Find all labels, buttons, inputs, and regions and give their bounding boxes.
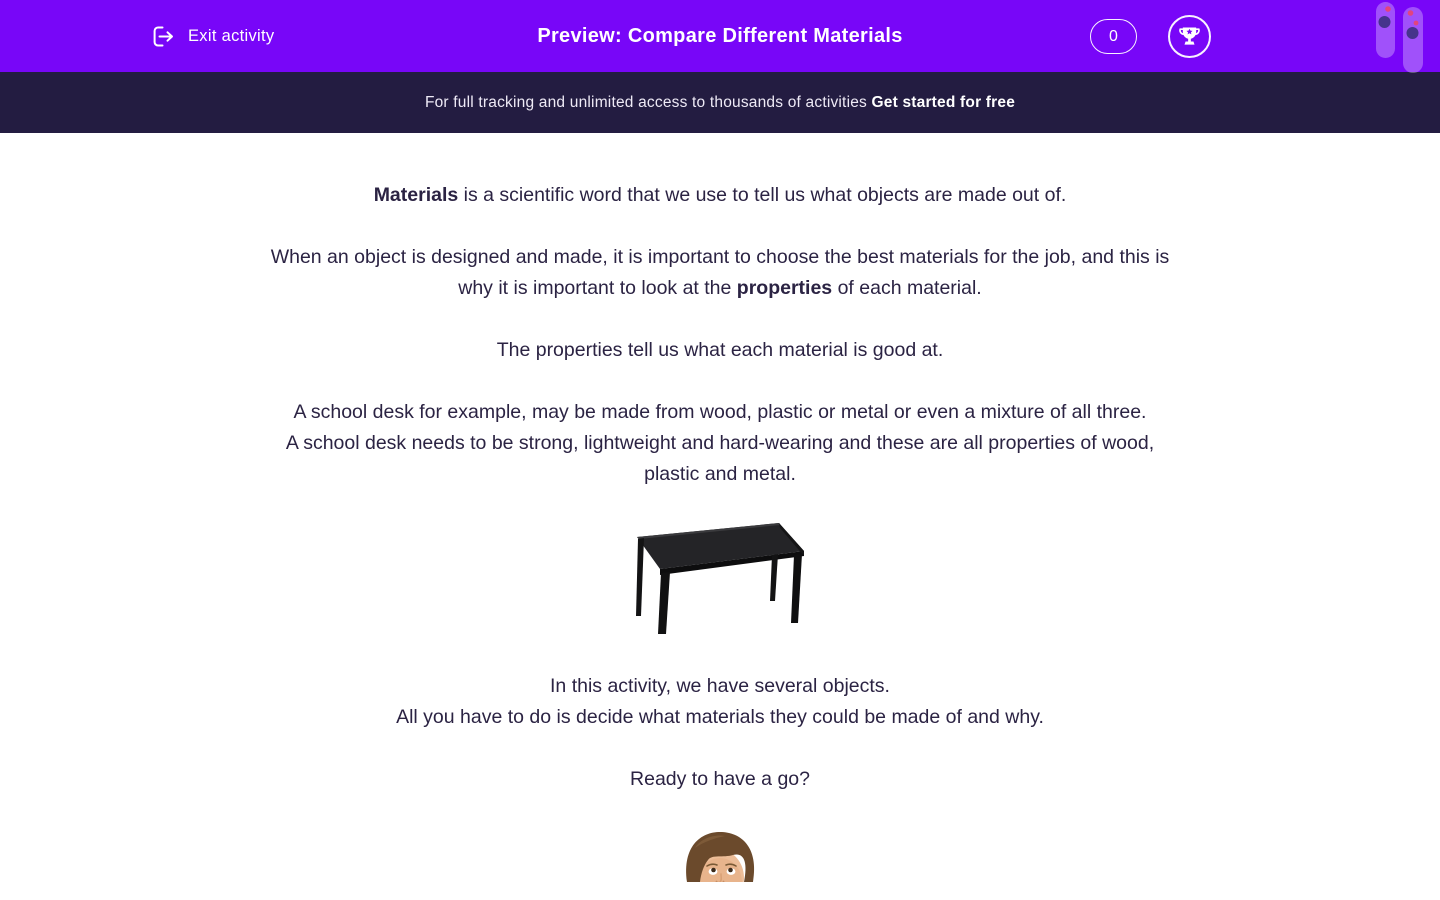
desk-image [627,521,813,635]
boy-image [665,826,775,882]
line2-pre: why it is important to look at the [458,277,737,299]
get-started-link[interactable]: Get started for free [871,93,1016,111]
appbar [0,0,1440,72]
choosing-materials-line2 [90,273,1350,304]
instructions-line1: In this activity, we have several objects. [550,675,890,697]
trophy-icon [1177,24,1202,49]
school-desk-line3: plastic and metal. [644,463,796,485]
paragraph-ready-prompt: Ready to have a go? [630,768,810,790]
school-desk-line2: A school desk needs to be strong, lightweight and hard-wearing and these are all properties of wood, [285,432,1155,454]
rewards-button[interactable] [1168,15,1211,58]
page-title: Preview: Compare Different Materials [537,24,903,47]
instructions-line2: All you have to do is decide what materials they could be made of and why. [396,706,1044,728]
score-badge [1090,19,1137,54]
line2-post: of each material. [832,277,982,299]
materials-definition-text: is a scientific word that we use to tell us what objects are made out of. [458,184,1067,206]
paragraph-properties: The properties tell us what each material is good at. [496,339,944,361]
promo-text: For full tracking and unlimited access to thousands of activities [424,93,872,111]
paragraph-choosing-materials [90,242,1350,304]
properties-bold: properties [736,277,833,299]
test-tubes-decoration [1374,0,1426,79]
promo-banner [0,72,1440,133]
paragraph-activity-instructions [90,671,1350,733]
exit-activity-label: Exit activity [188,26,275,45]
score-value: 0 [1109,27,1118,45]
choosing-materials-line1: When an object is designed and made, it is important to choose the best materials for the job, and this is [270,246,1170,268]
school-desk-line1: A school desk for example, may be made from wood, plastic or metal or even a mixture of all three. [293,401,1147,423]
activity-intro [90,133,1350,882]
paragraph-materials-definition [90,180,1350,211]
materials-bold: Materials [373,184,459,206]
paragraph-school-desk [90,397,1350,490]
